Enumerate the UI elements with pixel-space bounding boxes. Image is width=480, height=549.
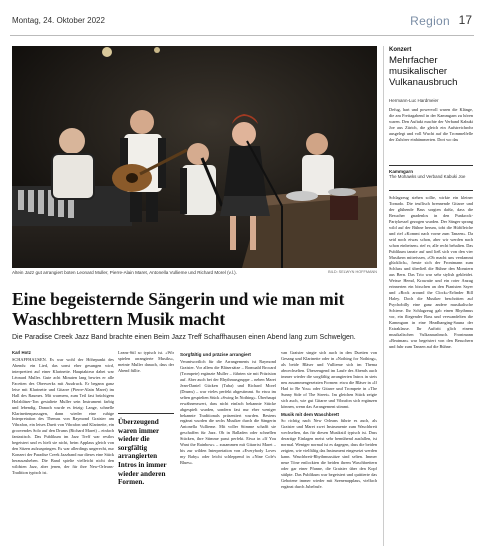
event-venue: Kammgarn	[389, 169, 413, 174]
article-column-1	[12, 350, 114, 542]
article-subheading-1: Sorgfältig und präzise arrangiert	[180, 352, 251, 357]
event-info-box	[389, 165, 473, 191]
article-author: Karl Hotz	[12, 350, 31, 355]
article-column-3	[180, 350, 276, 542]
article-column-2-top	[118, 350, 174, 410]
caption-text: Altein Jazz gut arrangiert boten Leonard Muller, Pierre-Alain Maret, Antonella Vullieme und Richard Morel (v.l.).	[12, 270, 237, 275]
sidebar-kicker: Konzert	[389, 47, 412, 53]
article-col2b-text: Verantwortlich für die Arrangements ist Raymond Graisier. Vor allem die Bläsersätze – Romuald Brocard (Trompete) ergänzte Muller – führten sie mit Präzision auf. Aber auch bei der Rhythmusgruppe – neben Maret Jean-Daniel Gücken (Tuba) und Richard Morel (Drums) – war vieles perfekt abgestimmt. So etwa im selten gespielten Stück «Swing In Nothing». Überhaupt erwähnenswert, dass nicht einfach bekannte Stücke abgespielt wurden, sondern fast nur eher weniger bekannte Traditionals präsentiert wurden. Bestens ergänzt wurden die sechs Musiker durch die Sängerin Antonella Vullieme. Mit voller Stimme schafft sie geschaffen für Jazz. Ob in Balladen oder schnellen Stücken, ihre Stimme passt perfekt. Etwa in «If You Want the Rainbow» – zusammen mit Gitarrist Maret – bis zur wilden Interpretation von «Everybody Loves my Baby» oder leicht schleppend in «Nine Cole's Blues».	[180, 358, 276, 466]
pullquote-rule	[118, 413, 174, 414]
sidebar-author: Hermann-Luc Hardmeier	[389, 98, 439, 103]
page-number: 17	[458, 13, 472, 27]
column-divider	[383, 46, 384, 546]
sidebar-body-bottom	[389, 195, 473, 545]
sidebar-body-top	[389, 107, 473, 162]
masthead	[10, 14, 474, 32]
article-column-4	[281, 350, 377, 542]
pullquote: Überzeugend waren immer wieder die sorgfältig arrangierten Intros in immer wieder anderen Formen.	[118, 418, 167, 487]
section-title: Region	[410, 14, 450, 28]
article-col3-text: van Graisier singte sich auch in den Duetten von Gesang und Klarinette oder in «Nothing for Nothing», als beide Bläser und Vullieme sich im Thema abwechselten. Überzeugend im Laufe des Abends auch immer wieder die sorgfältig arrangierten Intros in stets neu zusammengesetzten Formen: etwa die Bläser in «If Had to Be You» oder Gitarre und Trompete in «The Sunny Side of The Street». Im gleichen Stück zeigte sich auch, wie gut Gitarre und Vibrafon sich ergänzen können, wenn das Arrangement stimmt.	[281, 350, 377, 409]
article-headline: Eine begeisternde Sängerin und wie man mit Waschbrettern Musik macht	[12, 289, 345, 329]
concert-photo	[12, 46, 377, 268]
article-subheading-2: Musik mit dem Waschbrett	[281, 411, 340, 417]
sidebar-body2: Schlagzeug stehen sollte, wirkte ein kleiner Tornado. Die teuflisch brennende Gitarre und der glühende Bass sorgten dafür, dass die Besucher gnadenlos in den Punkrock-Partykessel gezogen wurden. Der Sänger sprang wild auf der Bühne herum, tobt die Hüftfleiche und rief «Kommt nach vorne zum Tanzen». Da seid noch etwas schon, aber wir werden nach schon einbeisen» rief er, alle recht behalten. Das Publikum tanzte auf und ließ sich von den vier Musikern mitreissen, «Ob macht uns verdammt glücklich», freute sich der Frontmann zum Schluss und überließ die Bühne den Monstern aus Bern. Das Trio war sehr stylish gekleidet. Weisse Hemd, Krawatte und ein roter Anzug erinnerten ein bisschen an den Pianisten Sayer und «Rock around the Clock»-Erfinder Bill Haley. Doch die Musiker beschritten auf Psychobilly eine ganz andere musikalische Schiene. Ihr Schlagzeug gab einen Rhythmus vor, ein fliegender Bass und verwandelten die Kammgarn in eine Headbanging-Sauna der Extraklasse. Ihr Auftritt glich einem musikalischen Vulkanausbruch. Frontmann «Beatman» war begeistert von den Besuchern und fuhr zum Tanzen auf die Bühne.	[389, 195, 473, 349]
sidebar-title: Mehrfacher musikalischer Vulkanausbruch	[389, 55, 458, 88]
article-col1-text: SCHAFFHAUSEN. Es war wohl der Höhepunkt des Abends: ein Lied, das sonst eher gesungen wird, interpretiert auf einer Klarinette. Hauptakteur dabei war Léonard Muller. Gute acht Minuten lang bewies er alle Facetten des Oberwerks mit Ausdruck. Er begann ganz leise mit Klarinette und Gitarre (Pierre-Alain Maret) im Hall des Raumes. Mit warmem, zum Teil fast brüchigem Holzbläser-Ton gestaltete Muller sein Instrument farbig und lebendig. Danach wurde es fetzig: Lange, schnelle Klarinettenpassagen, dann wieder eine ruhige Interpretation des Themas von Raymond Graisier am Vibrafon, ein leises Duett von Vibrafon und Klarinette, ein groovendes Solo auf den Drums (Richard Maret) – einfach fantastisch. Das Publikum im Jazz Treff war restlos begeistert und es hielt sie nicht, beim Applaus gleich von den Sitzen aufzuspringen. Es war allerdings ungerecht, nur Konzert der Paradise Creek Jazzband nur dieses eine Stück herauszuheben. Die Band spielte vielleicht nicht den wildsten Jazz, aber jenen, der für ihre New-Orleans-Tradition typisch ist.	[12, 356, 114, 476]
article-col3b-text: So richtig nach New Orleans führte es auch, als Graisier und Maret zwei Instrumente zum Waschbrett wechselten, das für diesen Musikstil typisch ist. Dass derartige Einlagen meist sehr bemühend ausfallen, ist normal. Weniger normal ist es dagegen, dass die beiden zeigten, wie vielfältig das Instrument eingesetzt werden kann. Waschbrett-Rhythmussätze sind selten. Immer neue Töne entlockten die beiden ihrem Waschbrettern oder gar einer Pfanne, die Graisier über den Kopf stülpte. Das Publikum war begeistert und quittierte das Gebotene immer wieder mit Szenenapplaus, vielfach ergänzt durch Jubelrufe.	[281, 418, 377, 489]
photo-credit: BILD: SELWYN HOFFMANN	[328, 270, 377, 274]
event-lineup: The Mohawks und Verband Kabuki Joe	[389, 174, 466, 179]
article-subhead: Die Paradise Creek Jazz Band brachte einen Beim Jazz Treff Schaffhausen einen Abend lang zum Schwelgen.	[12, 334, 356, 341]
issue-date: Montag, 24. Oktober 2022	[12, 16, 105, 25]
sidebar-body1: Defug, hart und powervoll waren die Klänge, die am Freitagabend in der Kammgarn zu hören waren. Den Auftakt machte der Verband Kabuki Joe aus Zürich, die gleich ein Aufstreichrohr ausgelegt und voll Wucht auf die Trommelfelle der Zuhörer einhämmerten. Dort wo das	[389, 107, 473, 142]
photo-caption	[12, 270, 377, 278]
article-col2-text: Leans-Stil so typisch ist. «Wir spielen arrangierte Musiks», meinte Muller danach, dass der Abend füllte.	[118, 350, 174, 373]
masthead-rule	[10, 35, 474, 36]
concert-photo-illustration	[12, 46, 377, 268]
